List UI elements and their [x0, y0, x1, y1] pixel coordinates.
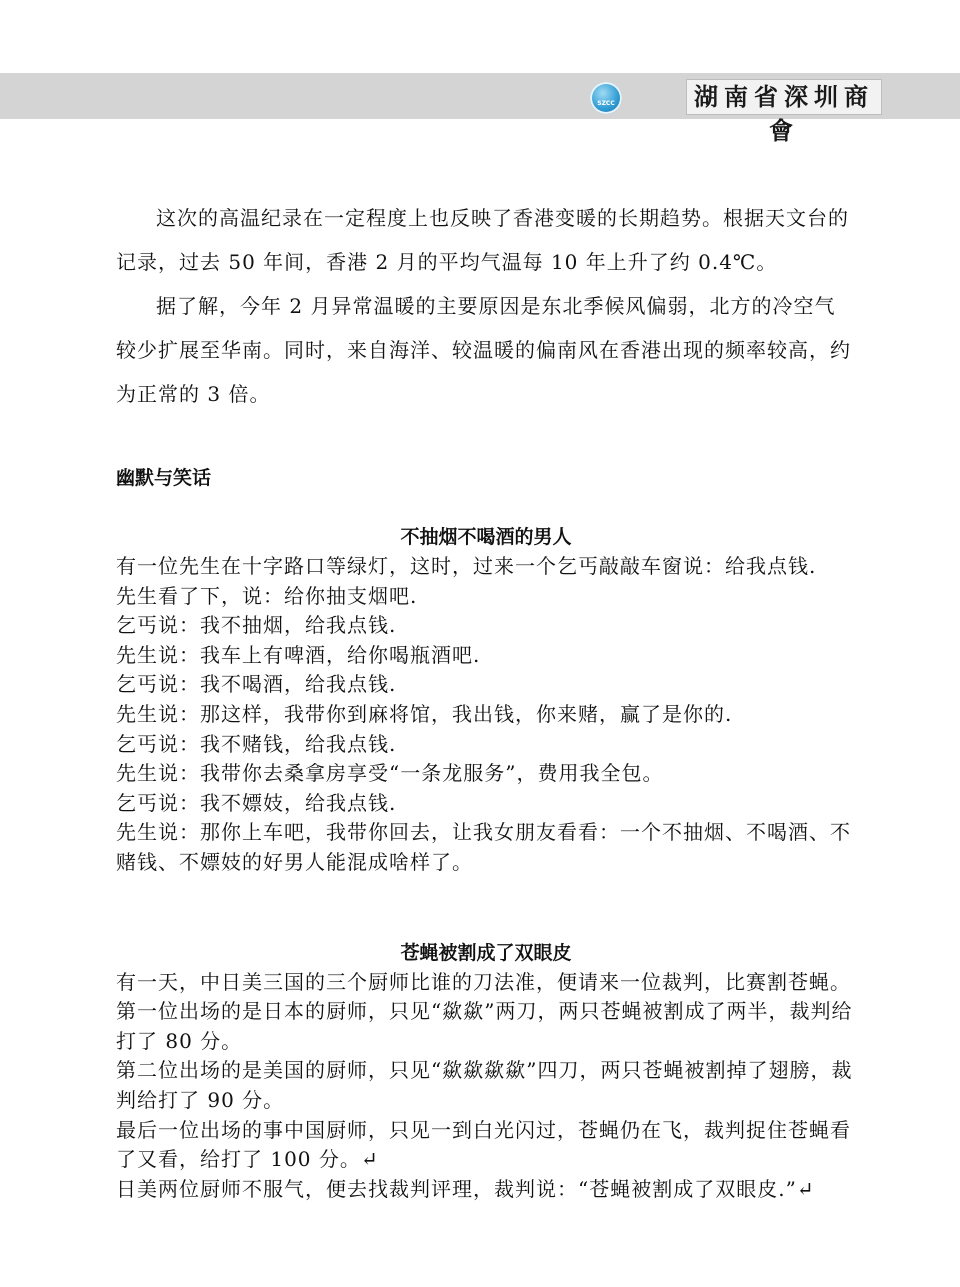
story-line: 先生说：那这样，我带你到麻将馆，我出钱，你来赌，赢了是你的.: [116, 701, 733, 726]
intro-paragraph-2: 据了解，今年 2 月异常温暖的主要原因是东北季候风偏弱，北方的冷空气较少扩展至华南。同时，来自海洋、较温暖的偏南风在香港出现的频率较高，约为正常的 3 倍。: [116, 294, 851, 406]
story-2-title: 苍蝇被割成了双眼皮: [400, 941, 572, 964]
intro-paragraph-1: 这次的高温纪录在一定程度上也反映了香港变暖的长期趋势。根据天文台的记录，过去 50 年间，香港 2 月的平均气温每 10 年上升了约 0.4℃。: [116, 206, 849, 274]
story-1-body: [116, 552, 856, 878]
story-line: 有一位先生在十字路口等绿灯，这时，过来一个乞丐敲敲车窗说：给我点钱.: [116, 554, 817, 578]
story-1-title: 不抽烟不喝酒的男人: [400, 526, 572, 548]
story-line: 第二位出场的是美国的厨师，只见“歘歘歘歘”四刀，两只苍蝇被割掉了翅膀，裁判给打了 90 分。: [116, 1058, 853, 1112]
story-line: 第一位出场的是日本的厨师，只见“歘歘”两刀，两只苍蝇被割成了两半，裁判给打了 80 分。: [116, 999, 853, 1053]
story-line: 乞丐说：我不喝酒，给我点钱.: [116, 672, 397, 697]
story-line: 先生说：我带你去桑拿房享受“一条龙服务”，费用我全包。: [116, 761, 664, 786]
logo-text: SZCC: [597, 100, 615, 107]
story-line: 乞丐说：我不抽烟，给我点钱.: [116, 613, 397, 638]
section-heading-humor: 幽默与笑话: [116, 467, 212, 489]
story-2-body: [116, 968, 856, 1205]
story-line: 先生说：那你上车吧，我带你回去，让我女朋友看看：一个不抽烟、不喝酒、不赌钱、不嫖妓的好男人能混成啥样了。: [116, 820, 851, 874]
story-line: 乞丐说：我不嫖妓，给我点钱.: [116, 790, 397, 815]
document-body: [116, 196, 856, 1204]
story-line: 先生说：我车上有啤酒，给你喝瓶酒吧.: [116, 642, 481, 667]
org-name-banner: 湖南省深圳商會: [686, 79, 882, 115]
story-line: 先生看了下，说：给你抽支烟吧.: [116, 583, 418, 608]
story-line: 日美两位厨师不服气，便去找裁判评理，裁判说：“苍蝇被割成了双眼皮.”↵: [116, 1176, 815, 1201]
szcc-logo-icon: [590, 82, 622, 114]
story-line: 最后一位出场的事中国厨师，只见一到白光闪过，苍蝇仍在飞，裁判捉住苍蝇看了又看，给打了 100 分。↵: [116, 1117, 851, 1172]
story-line: 乞丐说：我不赌钱，给我点钱.: [116, 731, 397, 756]
story-line: 有一天，中日美三国的三个厨师比谁的刀法准，便请来一位裁判，比赛割苍蝇。: [116, 969, 851, 994]
